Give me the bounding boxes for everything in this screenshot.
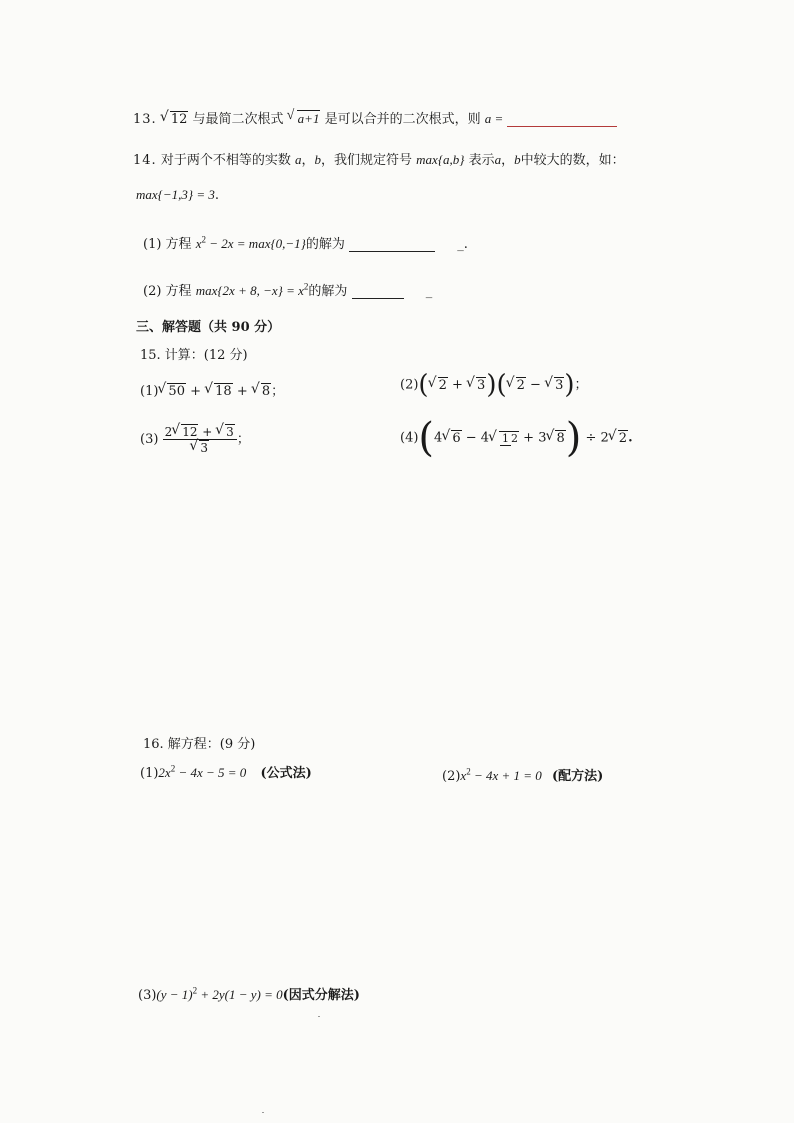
item-label: (3): [140, 432, 159, 447]
question-text: 是可以合并的二次根式，则: [324, 112, 481, 127]
item-label: (1): [140, 766, 159, 781]
method-label: (因式分解法): [282, 988, 360, 1003]
q16-item-2: [442, 765, 603, 784]
answer-blank[interactable]: [507, 126, 617, 127]
example-expression: max{−1,3} = 3: [136, 187, 215, 202]
question-text: 对于两个不相等的实数: [160, 153, 291, 168]
equation: max{2x + 8, $-x\} = x^2$: [195, 281, 309, 298]
var-b: b: [314, 152, 321, 167]
question-text: ，我们规定符号: [321, 153, 413, 168]
punct: ；: [574, 377, 588, 393]
item-label: (2): [442, 769, 461, 784]
blank-end: _.: [457, 237, 468, 252]
item-label: (2): [400, 377, 419, 393]
max-symbol: max{a,b}: [416, 152, 465, 167]
punct: ；: [271, 384, 285, 399]
question-13: [133, 108, 617, 127]
answer-blank[interactable]: [349, 251, 435, 252]
question-number: 13.: [133, 112, 157, 127]
punct: .: [214, 188, 219, 203]
equation: $x^2 - 2x = \max\{0,-1\}$: [195, 234, 306, 251]
blank-end: _: [425, 284, 433, 299]
scan-speck: [318, 1016, 320, 1017]
punct: .: [628, 430, 633, 446]
punct: ，: [301, 153, 315, 168]
item-label: (3): [138, 988, 157, 1003]
item-label: (1): [140, 384, 159, 399]
var-a: a: [294, 152, 302, 167]
equation: $x^2 - 4x + 1 = 0$: [460, 766, 542, 783]
equation: $2x^2 - 4x - 5 = 0$: [158, 763, 247, 780]
question-number: 14.: [133, 153, 157, 168]
q14-part-1: [143, 233, 468, 252]
var-b: b: [514, 152, 521, 167]
answer-lhs: a =: [484, 111, 504, 126]
answer-blank[interactable]: [352, 298, 404, 299]
example-line: [136, 187, 219, 203]
fraction: 2√ 12 + √ 3 √ 3: [163, 424, 237, 455]
punct: ，: [501, 153, 515, 168]
sqrt-a-plus-1: √ a+1: [288, 110, 321, 127]
punct: ；: [236, 432, 250, 447]
sqrt-12: √ 12: [161, 111, 189, 127]
q16-item-3: [138, 984, 360, 1003]
q15-item-3: [140, 424, 250, 455]
section-heading: 三、解答题（共 90 分）: [136, 320, 281, 335]
sqrt-8: √ 8: [252, 383, 271, 399]
question-16-title: 16. 解方程：(9 分): [143, 737, 256, 752]
equation: $(y - 1)^2 + 2y(1 - y) = 0$: [156, 985, 283, 1002]
question-15-title: 15. 计算：(12 分): [140, 348, 248, 363]
sqrt-50: √ 50: [158, 383, 186, 399]
part-text: 的解为: [305, 237, 345, 252]
q16-item-1: [140, 762, 312, 781]
part-label: (2) 方程: [143, 284, 192, 299]
scan-speck: [262, 1112, 264, 1113]
q14-part-2: [143, 280, 432, 299]
question-14: [133, 149, 625, 168]
method-label: (配方法): [551, 769, 604, 784]
item-label: (4): [400, 430, 419, 446]
sqrt-18: √ 18: [205, 383, 233, 399]
question-text: 中较大的数，如：: [520, 153, 625, 168]
part-text: 的解为: [308, 284, 348, 299]
question-text: 表示: [468, 153, 495, 168]
q15-item-2: (2)(√ 2 + √ 3)(√ 2 − √ 3)；: [400, 372, 588, 398]
method-label: (公式法): [260, 766, 312, 781]
q15-item-4: (4)(4√ 6 − 4√ 1 2 + 3√ 8) ÷ 2√ 2.: [400, 418, 633, 458]
question-text: 与最简二次根式: [192, 112, 284, 127]
part-label: (1) 方程: [143, 237, 192, 252]
q15-item-1: (1)√ 50 + √ 18 + √ 8；: [140, 380, 284, 399]
var-a: a: [494, 152, 502, 167]
